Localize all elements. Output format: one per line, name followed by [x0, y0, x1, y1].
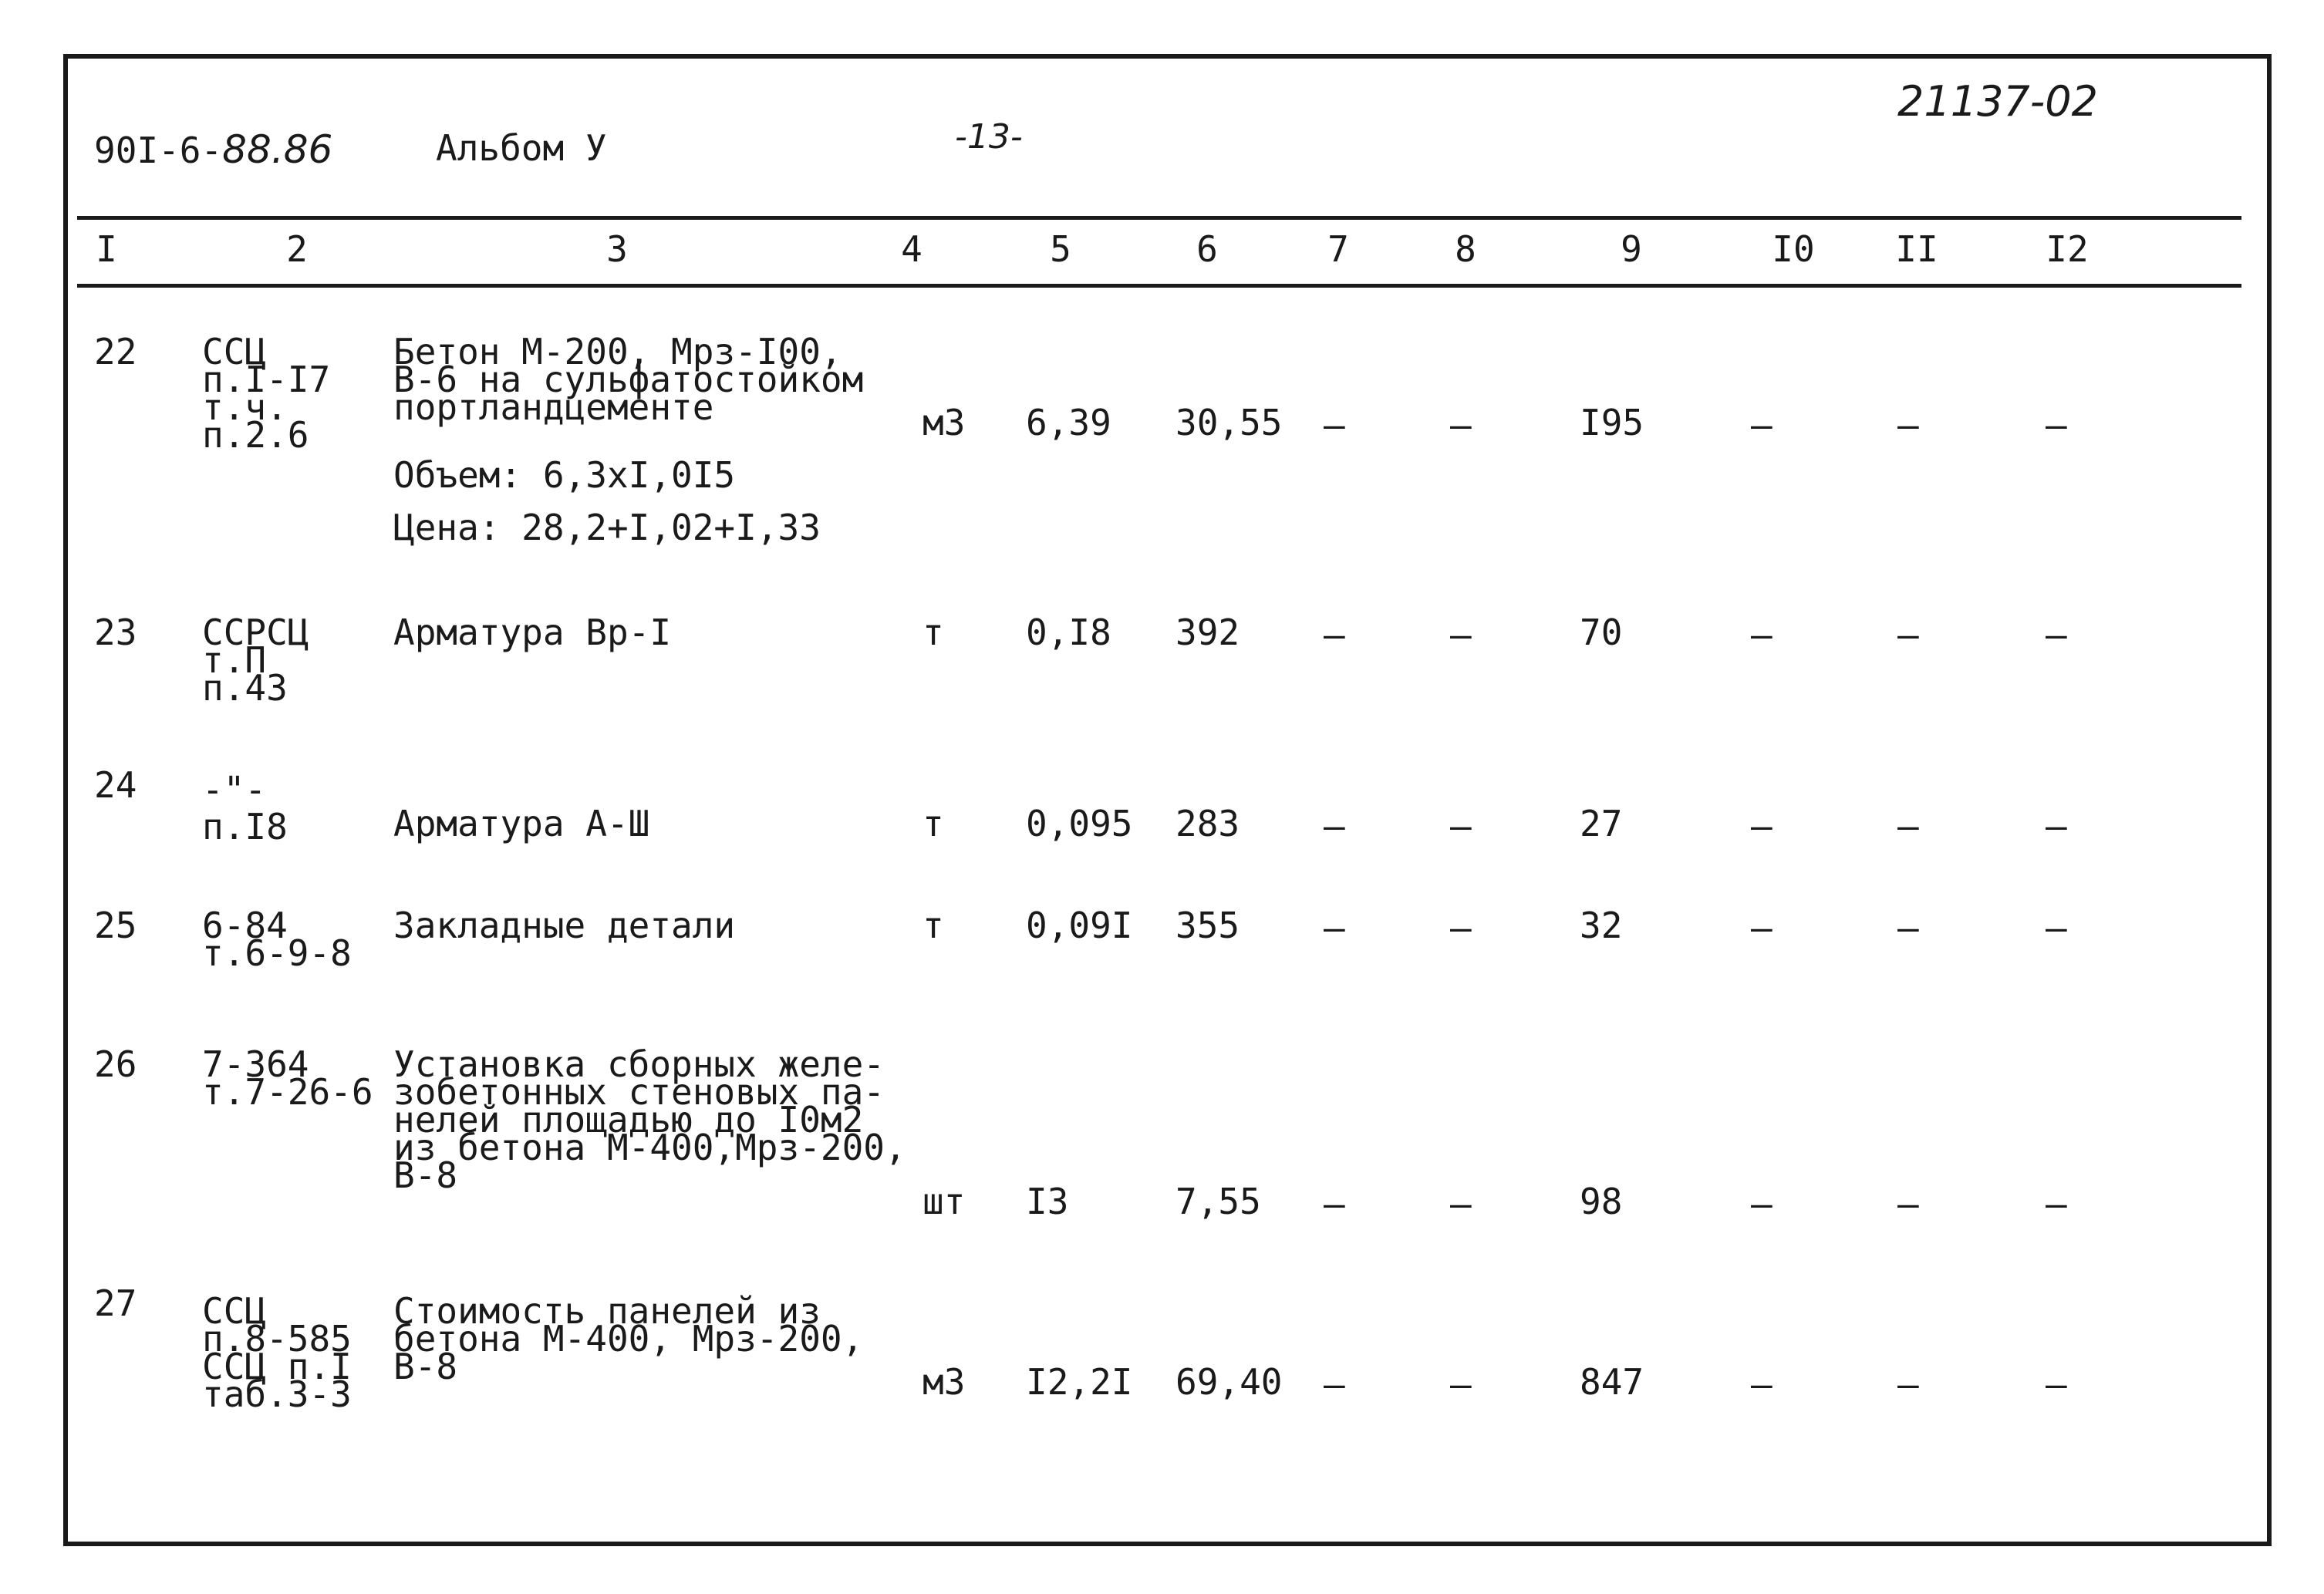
doc-code — [94, 127, 332, 172]
header-top-rule — [77, 216, 2241, 220]
page-mark: -13- — [955, 117, 1023, 157]
col-num-6: 6 — [1196, 228, 1218, 270]
row-description: Арматура Вр-I — [393, 612, 672, 653]
row-description: Арматура А-Ш — [393, 803, 650, 844]
row-unit: т — [923, 803, 944, 844]
row-number: 26 — [94, 1043, 137, 1085]
row-quantity: I3 — [1026, 1181, 1069, 1222]
row-unit: м3 — [923, 1361, 966, 1403]
row-col7: – — [1324, 1183, 1345, 1225]
row-col7: – — [1324, 907, 1345, 949]
row-total: I95 — [1580, 402, 1644, 443]
row-number: 25 — [94, 905, 137, 946]
row-col12: – — [2046, 1363, 2067, 1405]
col-num-8: 8 — [1455, 228, 1476, 270]
row-number: 23 — [94, 612, 137, 653]
row-number: 27 — [94, 1282, 137, 1324]
row-reference: ССРСЦ т.П п.43 — [202, 612, 309, 709]
row-description: Закладные детали — [393, 905, 736, 946]
row-col10: – — [1751, 907, 1773, 949]
row-col11: – — [1897, 907, 1919, 949]
row-description: Стоимость панелей из бетона М-400, Мрз-200, В-8 — [393, 1290, 864, 1387]
col-num-3: 3 — [606, 228, 628, 270]
row-unit: м3 — [923, 402, 966, 443]
col-num-7: 7 — [1327, 228, 1349, 270]
row-col10: – — [1751, 1183, 1773, 1225]
col-num-11: II — [1895, 228, 1938, 270]
row-description: Установка сборных желе- зобетонных стеновых па- нелей площадью до I0м2 из бетона М-400,Мрз-200, В-8 — [393, 1043, 906, 1196]
row-unit-price: 355 — [1175, 905, 1240, 946]
album-label: Альбом У — [436, 127, 607, 169]
row-unit-price: 283 — [1175, 803, 1240, 844]
row-col12: – — [2046, 404, 2067, 446]
archive-number: 21137-02 — [1897, 77, 2098, 126]
row-total: 847 — [1580, 1361, 1644, 1403]
row-reference: -"- п.I8 — [202, 769, 288, 848]
row-description: Бетон М-200, Мрз-I00, В-6 на сульфатостойком портландцементе — [393, 331, 864, 428]
row-col8: – — [1450, 1183, 1472, 1225]
col-num-4: 4 — [901, 228, 923, 270]
row-col10: – — [1751, 805, 1773, 847]
row-quantity: 0,09I — [1026, 905, 1133, 946]
row-unit-price: 392 — [1175, 612, 1240, 653]
row-col11: – — [1897, 1363, 1919, 1405]
row-col12: – — [2046, 805, 2067, 847]
row-col7: – — [1324, 805, 1345, 847]
row-total: 98 — [1580, 1181, 1623, 1222]
row-reference: 7-364 т.7-26-6 — [202, 1043, 373, 1113]
row-unit-price: 7,55 — [1175, 1181, 1261, 1222]
row-volume-note: Объем: 6,3хI,0I5 — [393, 454, 736, 496]
row-col8: – — [1450, 805, 1472, 847]
col-num-10: I0 — [1772, 228, 1815, 270]
header-bottom-rule — [77, 284, 2241, 288]
row-col8: – — [1450, 614, 1472, 655]
doc-code-prefix: 90I-6- — [94, 130, 223, 171]
row-quantity: 0,095 — [1026, 803, 1133, 844]
row-reference: 6-84 т.6-9-8 — [202, 905, 352, 974]
col-num-2: 2 — [286, 228, 308, 270]
row-col7: – — [1324, 404, 1345, 446]
doc-code-hand: 88.86 — [222, 127, 333, 172]
row-col10: – — [1751, 1363, 1773, 1405]
row-col7: – — [1324, 614, 1345, 655]
row-col12: – — [2046, 1183, 2067, 1225]
row-col8: – — [1450, 907, 1472, 949]
row-reference: ССЦ п.8-585 ССЦ п.I таб.3-3 — [202, 1290, 352, 1415]
row-col12: – — [2046, 907, 2067, 949]
row-number: 24 — [94, 764, 137, 806]
row-col12: – — [2046, 614, 2067, 655]
row-unit: т — [923, 612, 944, 653]
row-unit: т — [923, 905, 944, 946]
col-num-1: I — [96, 228, 117, 270]
row-unit-price: 30,55 — [1175, 402, 1283, 443]
row-unit: шт — [923, 1181, 966, 1222]
row-quantity: I2,2I — [1026, 1361, 1133, 1403]
col-num-12: I2 — [2046, 228, 2089, 270]
col-num-5: 5 — [1050, 228, 1071, 270]
row-unit-price: 69,40 — [1175, 1361, 1283, 1403]
row-col10: – — [1751, 404, 1773, 446]
row-col8: – — [1450, 404, 1472, 446]
row-total: 32 — [1580, 905, 1623, 946]
row-quantity: 6,39 — [1026, 402, 1111, 443]
row-reference: ССЦ п.I-I7 т.ч. п.2.6 — [202, 331, 331, 456]
row-price-note: Цена: 28,2+I,02+I,33 — [393, 507, 821, 548]
row-quantity: 0,I8 — [1026, 612, 1111, 653]
row-col11: – — [1897, 1183, 1919, 1225]
row-col8: – — [1450, 1363, 1472, 1405]
row-col11: – — [1897, 404, 1919, 446]
row-total: 27 — [1580, 803, 1623, 844]
row-col7: – — [1324, 1363, 1345, 1405]
row-col10: – — [1751, 614, 1773, 655]
row-col11: – — [1897, 614, 1919, 655]
row-col11: – — [1897, 805, 1919, 847]
col-num-9: 9 — [1621, 228, 1642, 270]
row-number: 22 — [94, 331, 137, 372]
row-total: 70 — [1580, 612, 1623, 653]
